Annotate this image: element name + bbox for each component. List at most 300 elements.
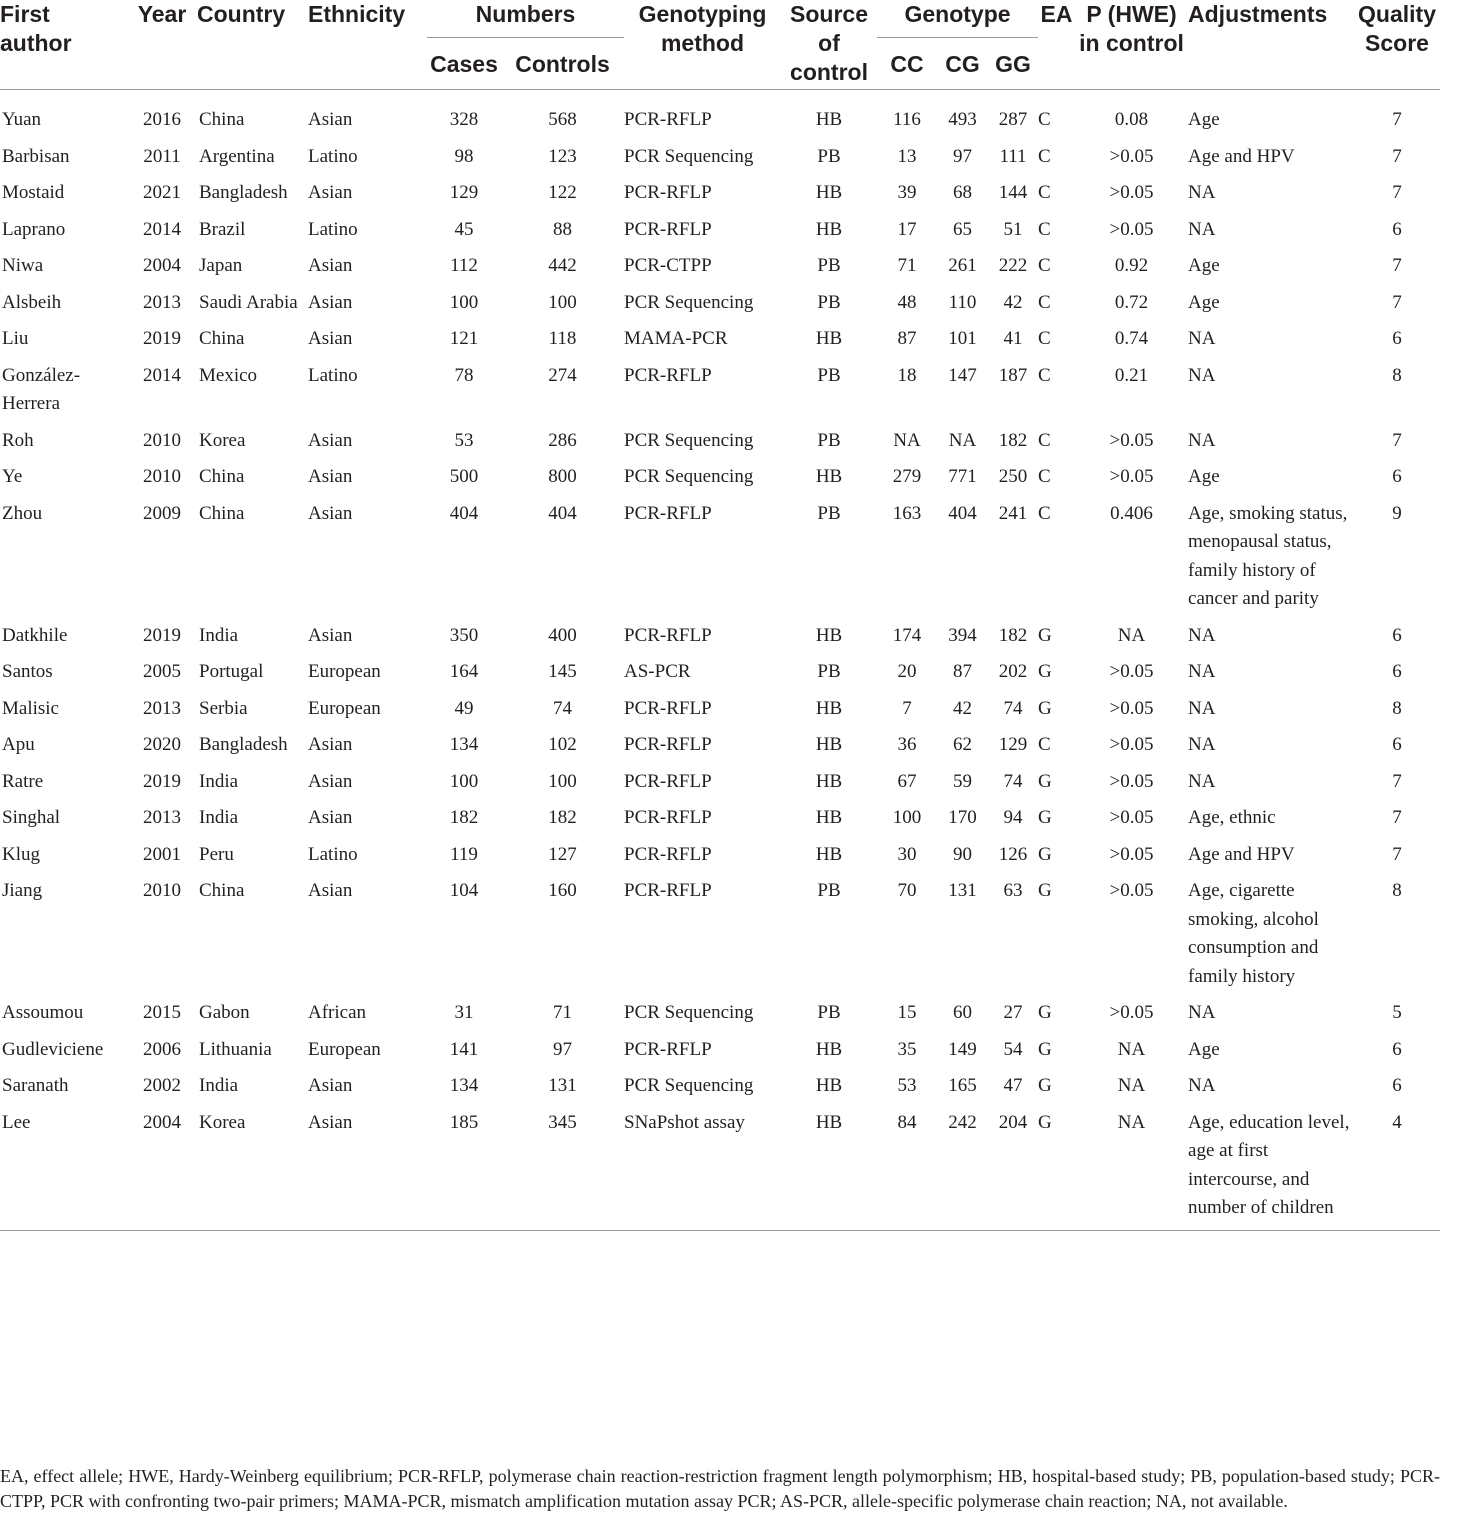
cell-p: 0.72 <box>1114 291 1149 313</box>
cell-method: PCR-RFLP <box>624 843 712 865</box>
cell-adjustments: Age <box>1188 109 1220 130</box>
cell-cases: 98 <box>454 145 474 167</box>
cell-cg: 90 <box>953 843 973 865</box>
cell-p: NA <box>1117 1075 1146 1096</box>
cell-country: Korea <box>199 429 246 451</box>
cell-cc: 163 <box>892 502 922 524</box>
cell-year: 2015 <box>143 1002 181 1023</box>
cell-ethnicity: Asian <box>308 1075 353 1096</box>
cell-cases: 112 <box>450 255 478 276</box>
cell-country: China <box>199 502 245 524</box>
cell-source: HB <box>815 328 843 349</box>
table-row <box>0 995 1440 1032</box>
cell-controls: 74 <box>553 697 572 719</box>
cell-gg: 182 <box>998 429 1028 451</box>
cell-controls: 800 <box>548 466 577 487</box>
cell-method: PCR-RFLP <box>624 109 712 130</box>
cell-gg: 111 <box>999 145 1027 167</box>
cell-cases: 328 <box>449 109 479 130</box>
cell-ethnicity: Asian <box>308 734 353 755</box>
cell-cases: 182 <box>449 807 479 828</box>
cell-author: Mostaid <box>2 182 65 203</box>
table-row <box>0 1068 1440 1105</box>
cell-ea: C <box>1038 466 1051 487</box>
cell-country: Gabon <box>199 1002 250 1023</box>
header-ea: EA <box>1040 1 1073 27</box>
cell-country: China <box>199 328 245 349</box>
cell-year: 2011 <box>143 145 181 167</box>
cell-controls: 400 <box>548 624 577 646</box>
cell-author: Zhou <box>2 502 43 524</box>
cell-cg: 42 <box>953 697 973 719</box>
cell-country: India <box>199 770 239 792</box>
cell-score: 9 <box>1392 502 1402 524</box>
cell-ea: G <box>1038 880 1052 901</box>
cell-adjustments: NA <box>1188 661 1216 682</box>
table-row <box>0 764 1440 801</box>
cell-country: Argentina <box>199 145 275 167</box>
cell-cc: 279 <box>892 466 922 487</box>
cell-score: 7 <box>1392 770 1402 792</box>
cell-method: PCR-RFLP <box>624 734 712 755</box>
cell-gg: 63 <box>1003 880 1023 901</box>
cell-method: SNaPshot assay <box>624 1111 745 1133</box>
cell-cc: 39 <box>897 182 917 203</box>
cell-ea: G <box>1038 624 1052 646</box>
cell-author: Liu <box>2 328 29 349</box>
cell-ea: G <box>1038 1038 1052 1060</box>
table-row <box>0 873 1440 995</box>
cell-country: China <box>199 880 245 901</box>
cell-method: PCR-RFLP <box>624 880 712 901</box>
cell-year: 2019 <box>143 624 181 646</box>
cell-ethnicity: Asian <box>308 182 353 203</box>
cell-source: HB <box>815 843 843 865</box>
cell-cases: 404 <box>449 502 479 524</box>
cell-country: Saudi Arabia <box>199 291 298 313</box>
cell-cases: 100 <box>449 770 479 792</box>
cell-source: PB <box>817 1002 841 1023</box>
cell-ethnicity: Latino <box>308 843 358 865</box>
cell-cc: 35 <box>897 1038 917 1060</box>
cell-method: PCR Sequencing <box>624 145 754 167</box>
table-row <box>0 175 1440 212</box>
cell-adjustments: Age <box>1188 255 1220 276</box>
cell-adjustments: NA <box>1188 1002 1216 1023</box>
cell-source: PB <box>817 502 841 524</box>
cell-gg: 204 <box>998 1111 1028 1133</box>
cell-score: 7 <box>1392 109 1402 130</box>
cell-author: Apu <box>2 734 35 755</box>
cell-country: Bangladesh <box>199 734 288 755</box>
cell-ethnicity: Asian <box>308 255 353 276</box>
table-row <box>0 800 1440 837</box>
cell-cc: NA <box>893 429 921 451</box>
cell-source: HB <box>815 1075 843 1096</box>
cell-cc: 87 <box>897 328 917 349</box>
cell-ethnicity: Latino <box>308 364 358 386</box>
cell-p: >0.05 <box>1109 429 1154 451</box>
cell-score: 7 <box>1392 843 1402 865</box>
cell-author: Ratre <box>2 770 44 792</box>
cell-cc: 17 <box>897 218 917 240</box>
header-numbers-label: Numbers <box>427 0 624 38</box>
table-row <box>0 248 1440 285</box>
cell-cg: 170 <box>948 807 977 828</box>
cell-adjustments: NA <box>1188 218 1216 240</box>
cell-adjustments: Age <box>1188 1038 1220 1060</box>
cell-cc: 84 <box>897 1111 917 1133</box>
cell-cg: 68 <box>953 182 973 203</box>
cell-source: HB <box>815 1038 843 1060</box>
cell-controls: 145 <box>548 661 577 682</box>
cell-author: González-Herrera <box>2 364 81 414</box>
cell-gg: 27 <box>1003 1002 1023 1023</box>
cell-source: PB <box>817 880 841 901</box>
cell-author: Niwa <box>2 255 44 276</box>
cell-cg: 771 <box>948 466 977 487</box>
table-row <box>0 496 1440 618</box>
cell-method: MAMA-PCR <box>624 328 728 349</box>
cell-cc: 48 <box>897 291 917 313</box>
table-body <box>0 90 1440 1231</box>
cell-score: 7 <box>1392 145 1402 167</box>
cell-year: 2019 <box>143 328 181 349</box>
cell-ea: C <box>1038 109 1051 130</box>
cell-gg: 202 <box>998 661 1028 682</box>
cell-year: 2004 <box>143 255 181 276</box>
cell-ethnicity: European <box>308 1038 381 1060</box>
header-genotyping-method: Genotyping method <box>638 1 767 56</box>
cell-adjustments: NA <box>1188 364 1216 386</box>
cell-year: 2010 <box>143 880 181 901</box>
cell-year: 2005 <box>143 661 181 682</box>
cell-adjustments: NA <box>1188 624 1216 646</box>
table-footnote: EA, effect allele; HWE, Hardy-Weinberg equilibrium; PCR-RFLP, polymerase chain reaction-restriction fragment length polymorphism; HB, hospital-based study; PB, population-based study; PCR-CTPP, PCR with confronting two-pair primers; MAMA-PCR, mismatch amplification mutation assay PCR; AS-PCR, allele-specific polymerase chain reaction; NA, not available. <box>0 1466 1440 1511</box>
cell-year: 2013 <box>143 697 181 719</box>
cell-p: >0.05 <box>1109 466 1154 487</box>
cell-cc: 18 <box>897 364 917 386</box>
cell-country: Korea <box>199 1111 246 1133</box>
cell-cc: 70 <box>897 880 917 901</box>
cell-method: PCR Sequencing <box>624 1002 754 1023</box>
cell-cc: 7 <box>902 697 912 719</box>
cell-cg: 59 <box>953 770 973 792</box>
table-row <box>0 90 1440 139</box>
cell-ea: C <box>1038 218 1051 240</box>
cell-method: PCR-RFLP <box>624 364 712 386</box>
cell-p: 0.406 <box>1110 502 1153 524</box>
cell-gg: 241 <box>998 502 1028 524</box>
header-cases: Cases <box>430 51 498 77</box>
cell-gg: 41 <box>1003 328 1023 349</box>
cell-source: HB <box>815 807 843 828</box>
cell-cases: 141 <box>449 1038 479 1060</box>
header-country: Country <box>197 1 286 27</box>
cell-score: 6 <box>1392 624 1402 646</box>
cell-cases: 53 <box>454 429 474 451</box>
cell-source: HB <box>815 218 843 240</box>
cell-adjustments: NA <box>1188 770 1216 792</box>
cell-gg: 54 <box>1003 1038 1023 1060</box>
cell-ethnicity: Asian <box>308 502 353 524</box>
cell-cg: 149 <box>948 1038 977 1060</box>
cell-score: 7 <box>1392 255 1402 276</box>
cell-cases: 500 <box>449 466 479 487</box>
cell-ea: C <box>1038 182 1051 203</box>
cell-gg: 74 <box>1003 697 1023 719</box>
cell-cg: 404 <box>948 502 977 524</box>
cell-gg: 182 <box>998 624 1028 646</box>
header-controls: Controls <box>515 51 610 77</box>
table-header <box>0 0 1440 90</box>
cell-score: 7 <box>1392 291 1402 313</box>
cell-ea: G <box>1038 807 1052 828</box>
cell-controls: 442 <box>548 255 577 276</box>
cell-method: PCR-RFLP <box>624 218 712 240</box>
cell-score: 6 <box>1392 328 1402 349</box>
cell-cases: 78 <box>454 364 474 386</box>
cell-ethnicity: Asian <box>308 807 353 828</box>
cell-controls: 97 <box>553 1038 572 1060</box>
cell-year: 2014 <box>143 364 181 386</box>
header-quality-score: Quality Score <box>1358 1 1436 56</box>
cell-country: China <box>199 466 245 487</box>
cell-p: >0.05 <box>1109 145 1154 167</box>
table-row <box>0 618 1440 655</box>
cell-author: Santos <box>2 661 53 682</box>
cell-ea: C <box>1038 145 1051 167</box>
cell-score: 6 <box>1392 1075 1402 1096</box>
cell-p: >0.05 <box>1109 880 1154 901</box>
cell-cc: 67 <box>897 770 917 792</box>
cell-method: PCR Sequencing <box>624 1075 754 1096</box>
cell-method: PCR-CTPP <box>624 255 712 276</box>
cell-p: >0.05 <box>1109 843 1154 865</box>
cell-score: 6 <box>1392 218 1402 240</box>
cell-source: PB <box>817 291 841 313</box>
header-year: Year <box>137 1 187 27</box>
cell-ea: G <box>1038 1075 1052 1096</box>
cell-method: PCR-RFLP <box>624 697 712 719</box>
cell-p: NA <box>1117 1111 1146 1133</box>
table-row <box>0 837 1440 874</box>
cell-adjustments: Age <box>1188 466 1220 487</box>
cell-country: Japan <box>199 255 243 276</box>
cell-author: Jiang <box>2 880 43 901</box>
cell-ethnicity: Asian <box>308 880 353 901</box>
cell-score: 7 <box>1392 807 1402 828</box>
cell-author: Laprano <box>2 218 66 240</box>
cell-cases: 31 <box>454 1002 474 1023</box>
cell-method: AS-PCR <box>624 661 691 682</box>
cell-author: Gudleviciene <box>2 1038 104 1060</box>
cell-cc: 13 <box>897 145 917 167</box>
cell-controls: 160 <box>548 880 577 901</box>
cell-cases: 129 <box>449 182 479 203</box>
cell-p: >0.05 <box>1109 734 1154 755</box>
cell-source: PB <box>817 429 841 451</box>
table-row <box>0 727 1440 764</box>
table-row <box>0 285 1440 322</box>
cell-ethnicity: Asian <box>308 429 353 451</box>
cell-cc: 71 <box>897 255 917 276</box>
cell-source: HB <box>815 770 843 792</box>
cell-year: 2010 <box>143 466 181 487</box>
cell-method: PCR-RFLP <box>624 807 712 828</box>
table-row <box>0 654 1440 691</box>
cell-cases: 119 <box>450 843 478 865</box>
cell-controls: 131 <box>548 1075 577 1096</box>
cell-ea: G <box>1038 697 1052 719</box>
cell-cases: 49 <box>454 697 474 719</box>
cell-ethnicity: Asian <box>308 466 353 487</box>
cell-ea: C <box>1038 502 1051 524</box>
cell-p: >0.05 <box>1109 661 1154 682</box>
cell-controls: 100 <box>548 770 577 792</box>
cell-country: Peru <box>199 843 234 865</box>
table-row <box>0 321 1440 358</box>
cell-controls: 123 <box>548 145 577 167</box>
cell-score: 6 <box>1392 734 1402 755</box>
cell-gg: 250 <box>998 466 1028 487</box>
cell-p: 0.21 <box>1114 364 1149 386</box>
cell-adjustments: Age <box>1188 291 1220 313</box>
cell-year: 2006 <box>143 1038 181 1060</box>
cell-cg: 165 <box>948 1075 977 1096</box>
cell-adjustments: Age, education level, age at first intercourse, and number of children <box>1188 1111 1350 1218</box>
cell-year: 2020 <box>143 734 181 755</box>
cell-ea: G <box>1038 661 1052 682</box>
cell-controls: 102 <box>548 734 577 755</box>
cell-country: India <box>199 807 239 828</box>
cell-ethnicity: Asian <box>308 109 353 130</box>
header-p-hwe: P (HWE) in control <box>1079 1 1184 56</box>
cell-ethnicity: Asian <box>308 624 353 646</box>
cell-method: PCR Sequencing <box>624 429 754 451</box>
cell-year: 2013 <box>143 291 181 313</box>
cell-author: Singhal <box>2 807 61 828</box>
cell-gg: 94 <box>1003 807 1023 828</box>
cell-cg: 261 <box>948 255 977 276</box>
cell-ea: G <box>1038 1002 1052 1023</box>
cell-adjustments: Age and HPV <box>1188 843 1295 865</box>
cell-ea: G <box>1038 843 1052 865</box>
cell-cases: 45 <box>454 218 474 240</box>
cell-p: 0.92 <box>1114 255 1149 276</box>
cell-cg: 65 <box>953 218 973 240</box>
cell-p: >0.05 <box>1109 218 1154 240</box>
cell-year: 2014 <box>143 218 181 240</box>
cell-ea: C <box>1038 734 1051 755</box>
cell-cg: 62 <box>953 734 973 755</box>
cell-adjustments: NA <box>1188 429 1216 451</box>
cell-country: Lithuania <box>199 1038 272 1060</box>
table-row <box>0 423 1440 460</box>
cell-method: PCR Sequencing <box>624 466 754 487</box>
cell-method: PCR-RFLP <box>624 182 712 203</box>
cell-country: India <box>199 1075 239 1096</box>
table-row <box>0 1032 1440 1069</box>
cell-author: Assoumou <box>2 1002 84 1023</box>
cell-author: Barbisan <box>2 145 70 167</box>
cell-gg: 74 <box>1003 770 1023 792</box>
cell-cc: 30 <box>897 843 917 865</box>
header-cc: CC <box>890 51 924 77</box>
cell-cg: 60 <box>953 1002 973 1023</box>
cell-source: HB <box>815 109 843 130</box>
cell-cases: 185 <box>449 1111 479 1133</box>
cell-gg: 42 <box>1003 291 1023 313</box>
cell-adjustments: Age, ethnic <box>1188 807 1276 828</box>
cell-author: Malisic <box>2 697 59 719</box>
cell-controls: 118 <box>548 328 577 349</box>
cell-p: >0.05 <box>1109 1002 1154 1023</box>
cell-country: Bangladesh <box>199 182 288 203</box>
cell-cg: 131 <box>948 880 977 901</box>
cell-author: Alsbeih <box>2 291 62 313</box>
cell-cases: 104 <box>449 880 479 901</box>
cell-cg: 394 <box>948 624 977 646</box>
table-row <box>0 1105 1440 1231</box>
cell-gg: 126 <box>998 843 1028 865</box>
header-cg: CG <box>945 51 980 77</box>
cell-cases: 100 <box>449 291 479 313</box>
cell-p: NA <box>1117 624 1146 646</box>
cell-controls: 274 <box>548 364 577 386</box>
cell-ea: C <box>1038 328 1051 349</box>
cell-author: Datkhile <box>2 624 68 646</box>
cell-year: 2016 <box>143 109 181 130</box>
cell-controls: 404 <box>548 502 577 524</box>
cell-score: 8 <box>1392 697 1402 719</box>
cell-cc: 20 <box>897 661 917 682</box>
cell-source: PB <box>817 255 841 276</box>
table-row <box>0 358 1440 423</box>
cell-cases: 134 <box>449 734 479 755</box>
cell-p: NA <box>1117 1038 1146 1060</box>
cell-cg: 493 <box>948 109 977 130</box>
cell-score: 5 <box>1392 1002 1402 1023</box>
cell-adjustments: Age and HPV <box>1188 145 1295 167</box>
cell-gg: 51 <box>1003 218 1023 240</box>
table-row <box>0 139 1440 176</box>
cell-method: PCR-RFLP <box>624 770 712 792</box>
cell-method: PCR Sequencing <box>624 291 754 313</box>
cell-year: 2021 <box>143 182 181 203</box>
header-gg: GG <box>995 51 1031 77</box>
cell-cg: 87 <box>953 661 973 682</box>
cell-country: India <box>199 624 239 646</box>
cell-year: 2010 <box>143 429 181 451</box>
cell-year: 2002 <box>143 1075 181 1096</box>
cell-method: PCR-RFLP <box>624 624 712 646</box>
cell-score: 8 <box>1392 364 1402 386</box>
cell-cases: 164 <box>449 661 479 682</box>
cell-source: PB <box>817 661 841 682</box>
header-adjustments: Adjustments <box>1188 1 1328 27</box>
cell-cc: 100 <box>892 807 922 828</box>
cell-adjustments: NA <box>1188 182 1216 203</box>
table-row <box>0 691 1440 728</box>
cell-country: Serbia <box>199 697 248 719</box>
cell-gg: 129 <box>998 734 1028 755</box>
cell-source: PB <box>817 145 841 167</box>
header-ethnicity: Ethnicity <box>308 1 406 27</box>
cell-cc: 116 <box>893 109 921 130</box>
cell-source: HB <box>815 466 843 487</box>
header-genotype-label: Genotype <box>877 0 1038 38</box>
